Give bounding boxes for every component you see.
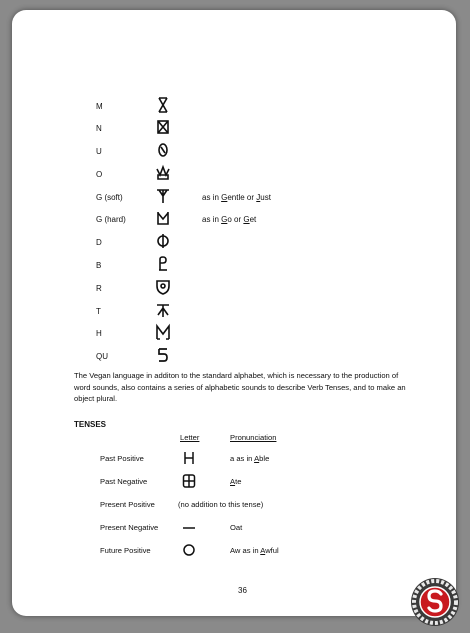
alphabet-letter: D — [96, 238, 102, 247]
intro-paragraph: The Vegan language in additon to the standard alphabet, which is necessary to the production of word sounds, also contains a series of alphabetic sounds to describe Verb Tenses, and to make an object plural. — [74, 371, 406, 403]
alphabet-row — [12, 118, 456, 140]
page-number: 36 — [238, 586, 247, 595]
pronunciation-note: as in Go or Get — [202, 215, 257, 224]
alphabet-row — [12, 164, 456, 186]
circle-glyph-icon — [180, 541, 198, 559]
crown-glyph-icon — [154, 164, 172, 182]
document-page — [12, 10, 456, 616]
column-header-letter: Letter — [180, 433, 200, 442]
alphabet-row — [12, 323, 456, 345]
tense-no-addition: (no addition to this tense) — [178, 500, 264, 509]
tense-name: Present Negative — [100, 523, 159, 532]
alphabet-letter: N — [96, 124, 102, 133]
circle-bar-glyph-icon — [154, 232, 172, 250]
alphabet-letter: O — [96, 170, 103, 179]
tense-name: Future Positive — [100, 546, 151, 555]
alphabet-letter: G (soft) — [96, 193, 123, 202]
alphabet-letter: T — [96, 307, 101, 316]
alphabet-row — [12, 187, 456, 209]
alphabet-row — [12, 96, 456, 118]
tense-pronunciation: a as in Able — [230, 454, 270, 463]
tense-row — [12, 472, 456, 492]
tense-name: Past Positive — [100, 454, 144, 463]
alphabet-letter: H — [96, 329, 102, 338]
alphabet-letter: B — [96, 261, 102, 270]
tree-glyph-icon — [154, 301, 172, 319]
alphabet-row — [12, 255, 456, 277]
tense-row — [12, 541, 456, 561]
alphabet-row — [12, 278, 456, 300]
dash-glyph-icon — [180, 518, 198, 536]
alphabet-letter: R — [96, 284, 102, 293]
tense-name: Past Negative — [100, 477, 148, 486]
fork-glyph-icon — [154, 187, 172, 205]
alphabet-row — [12, 232, 456, 254]
h-glyph-icon — [180, 449, 198, 467]
tense-pronunciation: Aw as in Awful — [230, 546, 279, 555]
boxed-x-glyph-icon — [154, 118, 172, 136]
m-loop-glyph-icon — [154, 323, 172, 341]
hook-glyph-icon — [154, 255, 172, 273]
boxed-cross-glyph-icon — [180, 472, 198, 490]
alphabet-letter: U — [96, 147, 102, 156]
tense-row — [12, 495, 456, 515]
tense-row — [12, 449, 456, 469]
tenses-heading: TENSES — [74, 420, 107, 429]
alphabet-row — [12, 301, 456, 323]
alphabet-letter: M — [96, 102, 103, 111]
s-shape-glyph-icon — [154, 346, 172, 364]
tense-pronunciation: Ate — [230, 477, 242, 486]
alphabet-row — [12, 141, 456, 163]
hourglass-glyph-icon — [154, 96, 172, 114]
tense-name: Present Positive — [100, 500, 155, 509]
pronunciation-note: as in Gentle or Just — [202, 193, 271, 202]
zero-slash-glyph-icon — [154, 141, 172, 159]
tense-row — [12, 518, 456, 538]
tense-pronunciation: Oat — [230, 523, 243, 532]
alphabet-row — [12, 346, 456, 368]
cup-glyph-icon — [154, 209, 172, 227]
shield-glyph-icon — [154, 278, 172, 296]
watermark-logo-icon — [406, 576, 464, 628]
alphabet-row — [12, 209, 456, 231]
alphabet-letter: QU — [96, 352, 108, 361]
alphabet-letter: G (hard) — [96, 215, 126, 224]
column-header-pronunciation: Pronunciation — [230, 433, 277, 442]
